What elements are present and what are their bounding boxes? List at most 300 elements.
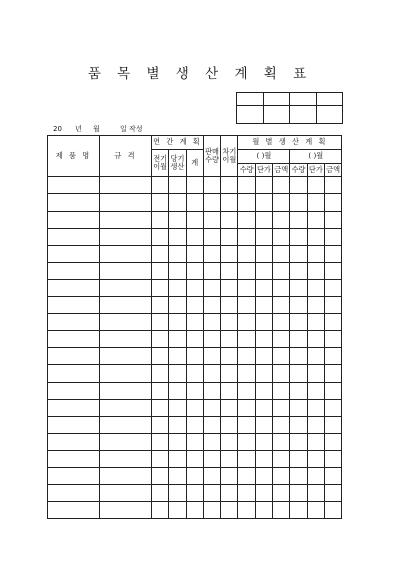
table-cell[interactable] xyxy=(255,211,272,228)
table-cell[interactable] xyxy=(255,314,272,331)
table-cell[interactable] xyxy=(100,485,152,502)
table-cell[interactable] xyxy=(169,279,186,296)
table-cell[interactable] xyxy=(100,467,152,484)
table-cell[interactable] xyxy=(238,211,255,228)
table-cell[interactable] xyxy=(203,502,220,519)
table-cell[interactable] xyxy=(100,262,152,279)
table-cell[interactable] xyxy=(238,177,255,194)
header-product-name: 제 품 명 xyxy=(48,136,100,177)
table-cell[interactable] xyxy=(100,279,152,296)
table-cell[interactable] xyxy=(307,245,324,262)
table-cell[interactable] xyxy=(48,228,100,245)
table-cell[interactable] xyxy=(324,485,341,502)
table-cell[interactable] xyxy=(152,502,169,519)
table-cell[interactable] xyxy=(152,297,169,314)
table-cell[interactable] xyxy=(290,314,307,331)
table-cell[interactable] xyxy=(203,485,220,502)
table-cell[interactable] xyxy=(324,177,341,194)
table-cell[interactable] xyxy=(307,177,324,194)
table-cell[interactable] xyxy=(48,485,100,502)
table-cell[interactable] xyxy=(238,245,255,262)
table-row xyxy=(48,348,342,365)
approval-sign-cell[interactable] xyxy=(237,106,264,124)
table-cell[interactable] xyxy=(273,348,290,365)
table-cell[interactable] xyxy=(273,279,290,296)
table-cell[interactable] xyxy=(186,314,203,331)
table-cell[interactable] xyxy=(324,365,341,382)
table-cell[interactable] xyxy=(307,228,324,245)
table-cell[interactable] xyxy=(203,365,220,382)
table-cell[interactable] xyxy=(186,433,203,450)
table-cell[interactable] xyxy=(273,228,290,245)
table-cell[interactable] xyxy=(324,331,341,348)
table-cell[interactable] xyxy=(48,245,100,262)
header-amount: 금액 xyxy=(324,163,341,177)
table-cell[interactable] xyxy=(221,450,238,467)
date-line xyxy=(53,124,143,134)
table-cell[interactable] xyxy=(169,228,186,245)
table-cell[interactable] xyxy=(221,314,238,331)
table-cell[interactable] xyxy=(100,314,152,331)
table-row xyxy=(48,228,342,245)
table-cell[interactable] xyxy=(307,485,324,502)
table-cell[interactable] xyxy=(238,416,255,433)
table-cell[interactable] xyxy=(290,416,307,433)
table-cell[interactable] xyxy=(255,297,272,314)
table-cell[interactable] xyxy=(203,433,220,450)
table-cell[interactable] xyxy=(152,399,169,416)
table-cell[interactable] xyxy=(273,450,290,467)
table-cell[interactable] xyxy=(324,348,341,365)
table-cell[interactable] xyxy=(273,245,290,262)
table-cell[interactable] xyxy=(307,279,324,296)
table-cell[interactable] xyxy=(290,262,307,279)
table-cell[interactable] xyxy=(152,177,169,194)
table-cell[interactable] xyxy=(221,348,238,365)
table-cell[interactable] xyxy=(273,467,290,484)
table-cell[interactable] xyxy=(221,245,238,262)
table-cell[interactable] xyxy=(273,177,290,194)
table-cell[interactable] xyxy=(169,416,186,433)
table-cell[interactable] xyxy=(100,365,152,382)
table-cell[interactable] xyxy=(290,485,307,502)
table-cell[interactable] xyxy=(100,399,152,416)
date-day-label: 일 작성 xyxy=(120,125,143,133)
table-cell[interactable] xyxy=(48,399,100,416)
table-cell[interactable] xyxy=(255,399,272,416)
table-cell[interactable] xyxy=(48,279,100,296)
approval-cell[interactable] xyxy=(237,93,264,106)
table-cell[interactable] xyxy=(238,485,255,502)
table-row xyxy=(48,279,342,296)
table-cell[interactable] xyxy=(100,297,152,314)
table-cell[interactable] xyxy=(290,365,307,382)
table-cell[interactable] xyxy=(152,262,169,279)
table-cell[interactable] xyxy=(221,194,238,211)
table-row xyxy=(48,502,342,519)
table-cell[interactable] xyxy=(273,399,290,416)
approval-cell[interactable] xyxy=(290,93,317,106)
table-cell[interactable] xyxy=(48,382,100,399)
table-cell[interactable] xyxy=(152,348,169,365)
header-annual-plan: 연 간 계 획 xyxy=(152,136,204,150)
table-cell[interactable] xyxy=(255,485,272,502)
table-cell[interactable] xyxy=(152,228,169,245)
table-cell[interactable] xyxy=(324,450,341,467)
table-cell[interactable] xyxy=(186,331,203,348)
table-cell[interactable] xyxy=(324,467,341,484)
table-cell[interactable] xyxy=(238,194,255,211)
table-cell[interactable] xyxy=(169,211,186,228)
table-cell[interactable] xyxy=(273,502,290,519)
table-cell[interactable] xyxy=(169,262,186,279)
table-cell[interactable] xyxy=(307,416,324,433)
table-cell[interactable] xyxy=(290,399,307,416)
table-cell[interactable] xyxy=(169,365,186,382)
table-cell[interactable] xyxy=(221,467,238,484)
table-cell[interactable] xyxy=(152,211,169,228)
table-cell[interactable] xyxy=(203,416,220,433)
table-cell[interactable] xyxy=(186,262,203,279)
table-cell[interactable] xyxy=(186,399,203,416)
table-cell[interactable] xyxy=(290,245,307,262)
table-cell[interactable] xyxy=(186,485,203,502)
table-cell[interactable] xyxy=(203,348,220,365)
table-cell[interactable] xyxy=(186,416,203,433)
table-cell[interactable] xyxy=(186,450,203,467)
header-sales-qty: 판매 수량 xyxy=(203,136,220,177)
table-cell[interactable] xyxy=(152,194,169,211)
table-cell[interactable] xyxy=(290,297,307,314)
table-cell[interactable] xyxy=(255,450,272,467)
table-cell[interactable] xyxy=(307,502,324,519)
table-cell[interactable] xyxy=(203,228,220,245)
table-cell[interactable] xyxy=(48,433,100,450)
table-cell[interactable] xyxy=(48,211,100,228)
table-cell[interactable] xyxy=(152,433,169,450)
table-cell[interactable] xyxy=(290,450,307,467)
table-cell[interactable] xyxy=(100,245,152,262)
table-cell[interactable] xyxy=(100,382,152,399)
approval-sign-cell[interactable] xyxy=(316,106,343,124)
table-cell[interactable] xyxy=(203,194,220,211)
table-cell[interactable] xyxy=(48,262,100,279)
header-unit-price: 단가 xyxy=(255,163,272,177)
table-cell[interactable] xyxy=(290,194,307,211)
table-cell[interactable] xyxy=(255,245,272,262)
table-cell[interactable] xyxy=(255,467,272,484)
table-cell[interactable] xyxy=(203,467,220,484)
table-cell[interactable] xyxy=(169,194,186,211)
table-cell[interactable] xyxy=(203,399,220,416)
table-cell[interactable] xyxy=(238,450,255,467)
approval-cell[interactable] xyxy=(263,93,290,106)
table-cell[interactable] xyxy=(255,228,272,245)
table-cell[interactable] xyxy=(255,262,272,279)
table-cell[interactable] xyxy=(48,331,100,348)
table-cell[interactable] xyxy=(307,365,324,382)
table-cell[interactable] xyxy=(221,262,238,279)
table-cell[interactable] xyxy=(273,382,290,399)
table-cell[interactable] xyxy=(324,211,341,228)
table-cell[interactable] xyxy=(169,331,186,348)
table-cell[interactable] xyxy=(273,262,290,279)
header-next-carryover: 차기 이월 xyxy=(221,136,238,177)
table-cell[interactable] xyxy=(152,485,169,502)
table-cell[interactable] xyxy=(203,245,220,262)
table-cell[interactable] xyxy=(203,177,220,194)
table-cell[interactable] xyxy=(255,365,272,382)
table-cell[interactable] xyxy=(169,245,186,262)
table-cell[interactable] xyxy=(186,245,203,262)
table-cell[interactable] xyxy=(203,211,220,228)
table-cell[interactable] xyxy=(221,485,238,502)
table-cell[interactable] xyxy=(48,467,100,484)
table-cell[interactable] xyxy=(100,416,152,433)
table-cell[interactable] xyxy=(203,382,220,399)
table-cell[interactable] xyxy=(169,502,186,519)
table-cell[interactable] xyxy=(169,399,186,416)
table-cell[interactable] xyxy=(324,194,341,211)
table-cell[interactable] xyxy=(169,467,186,484)
table-cell[interactable] xyxy=(221,177,238,194)
table-cell[interactable] xyxy=(100,194,152,211)
table-cell[interactable] xyxy=(290,211,307,228)
table-cell[interactable] xyxy=(100,331,152,348)
table-cell[interactable] xyxy=(186,365,203,382)
table-cell[interactable] xyxy=(307,262,324,279)
table-cell[interactable] xyxy=(307,314,324,331)
table-cell[interactable] xyxy=(203,331,220,348)
table-cell[interactable] xyxy=(48,348,100,365)
table-cell[interactable] xyxy=(255,331,272,348)
table-cell[interactable] xyxy=(290,502,307,519)
table-cell[interactable] xyxy=(100,211,152,228)
table-cell[interactable] xyxy=(186,211,203,228)
table-cell[interactable] xyxy=(324,314,341,331)
table-cell[interactable] xyxy=(48,450,100,467)
table-cell[interactable] xyxy=(169,450,186,467)
table-cell[interactable] xyxy=(100,228,152,245)
header-month-b: ( )월 xyxy=(290,149,342,163)
table-cell[interactable] xyxy=(307,297,324,314)
table-row xyxy=(48,365,342,382)
table-cell[interactable] xyxy=(307,433,324,450)
table-cell[interactable] xyxy=(238,399,255,416)
table-cell[interactable] xyxy=(238,262,255,279)
table-row xyxy=(48,314,342,331)
table-cell[interactable] xyxy=(255,433,272,450)
table-cell[interactable] xyxy=(48,177,100,194)
table-cell[interactable] xyxy=(152,279,169,296)
table-cell[interactable] xyxy=(273,433,290,450)
table-cell[interactable] xyxy=(238,382,255,399)
table-cell[interactable] xyxy=(152,382,169,399)
table-cell[interactable] xyxy=(186,279,203,296)
table-cell[interactable] xyxy=(221,399,238,416)
table-cell[interactable] xyxy=(48,365,100,382)
table-cell[interactable] xyxy=(273,331,290,348)
approval-sign-cell[interactable] xyxy=(290,106,317,124)
table-cell[interactable] xyxy=(273,485,290,502)
table-cell[interactable] xyxy=(186,348,203,365)
table-row xyxy=(48,485,342,502)
table-cell[interactable] xyxy=(324,245,341,262)
table-cell[interactable] xyxy=(221,416,238,433)
table-cell[interactable] xyxy=(307,467,324,484)
table-cell[interactable] xyxy=(221,331,238,348)
header-month-a: ( )월 xyxy=(238,149,290,163)
table-cell[interactable] xyxy=(324,502,341,519)
table-cell[interactable] xyxy=(221,211,238,228)
table-cell[interactable] xyxy=(203,262,220,279)
table-cell[interactable] xyxy=(169,297,186,314)
table-cell[interactable] xyxy=(255,194,272,211)
table-cell[interactable] xyxy=(186,177,203,194)
table-cell[interactable] xyxy=(273,211,290,228)
table-cell[interactable] xyxy=(186,228,203,245)
table-cell[interactable] xyxy=(290,279,307,296)
table-cell[interactable] xyxy=(238,297,255,314)
table-cell[interactable] xyxy=(238,467,255,484)
table-cell[interactable] xyxy=(273,297,290,314)
table-cell[interactable] xyxy=(203,314,220,331)
table-cell[interactable] xyxy=(48,502,100,519)
table-cell[interactable] xyxy=(255,348,272,365)
table-cell[interactable] xyxy=(238,502,255,519)
table-row xyxy=(48,331,342,348)
date-year-label: 년 xyxy=(75,125,82,133)
approval-sign-cell[interactable] xyxy=(263,106,290,124)
table-cell[interactable] xyxy=(186,194,203,211)
table-cell[interactable] xyxy=(186,297,203,314)
table-row xyxy=(48,416,342,433)
table-cell[interactable] xyxy=(48,297,100,314)
table-cell[interactable] xyxy=(324,297,341,314)
table-cell[interactable] xyxy=(169,433,186,450)
table-cell[interactable] xyxy=(290,467,307,484)
table-cell[interactable] xyxy=(203,297,220,314)
table-cell[interactable] xyxy=(169,314,186,331)
table-cell[interactable] xyxy=(152,416,169,433)
table-cell[interactable] xyxy=(100,433,152,450)
table-cell[interactable] xyxy=(48,416,100,433)
table-cell[interactable] xyxy=(324,399,341,416)
header-current-production: 당기 생산 xyxy=(169,149,186,177)
table-cell[interactable] xyxy=(290,331,307,348)
table-cell[interactable] xyxy=(290,433,307,450)
table-cell[interactable] xyxy=(273,194,290,211)
table-cell[interactable] xyxy=(203,279,220,296)
table-row xyxy=(48,399,342,416)
table-cell[interactable] xyxy=(152,450,169,467)
table-cell[interactable] xyxy=(238,331,255,348)
table-cell[interactable] xyxy=(203,450,220,467)
production-plan-table xyxy=(47,135,342,519)
table-cell[interactable] xyxy=(290,177,307,194)
table-cell[interactable] xyxy=(324,228,341,245)
table-cell[interactable] xyxy=(255,382,272,399)
table-body xyxy=(48,177,342,519)
table-cell[interactable] xyxy=(100,450,152,467)
table-cell[interactable] xyxy=(169,485,186,502)
table-cell[interactable] xyxy=(255,502,272,519)
approval-cell[interactable] xyxy=(316,93,343,106)
table-cell[interactable] xyxy=(238,348,255,365)
table-cell[interactable] xyxy=(324,433,341,450)
table-cell[interactable] xyxy=(290,228,307,245)
table-cell[interactable] xyxy=(152,314,169,331)
table-cell[interactable] xyxy=(255,416,272,433)
table-cell[interactable] xyxy=(324,382,341,399)
table-cell[interactable] xyxy=(100,502,152,519)
table-cell[interactable] xyxy=(238,279,255,296)
table-cell[interactable] xyxy=(238,314,255,331)
table-cell[interactable] xyxy=(169,382,186,399)
table-cell[interactable] xyxy=(238,228,255,245)
table-cell[interactable] xyxy=(221,433,238,450)
table-cell[interactable] xyxy=(221,279,238,296)
table-cell[interactable] xyxy=(221,297,238,314)
table-cell[interactable] xyxy=(324,279,341,296)
header-prev-carryover: 전기 이월 xyxy=(152,149,169,177)
table-cell[interactable] xyxy=(169,177,186,194)
table-cell[interactable] xyxy=(307,382,324,399)
table-cell[interactable] xyxy=(100,348,152,365)
table-cell[interactable] xyxy=(273,365,290,382)
table-cell[interactable] xyxy=(48,194,100,211)
table-cell[interactable] xyxy=(48,314,100,331)
table-cell[interactable] xyxy=(221,502,238,519)
table-cell[interactable] xyxy=(221,365,238,382)
table-row xyxy=(48,467,342,484)
table-cell[interactable] xyxy=(152,467,169,484)
table-cell[interactable] xyxy=(186,382,203,399)
table-cell[interactable] xyxy=(186,502,203,519)
table-cell[interactable] xyxy=(152,365,169,382)
table-row xyxy=(48,177,342,194)
table-cell[interactable] xyxy=(307,211,324,228)
table-cell[interactable] xyxy=(324,416,341,433)
table-cell[interactable] xyxy=(221,382,238,399)
table-row xyxy=(48,245,342,262)
table-cell[interactable] xyxy=(186,467,203,484)
table-cell[interactable] xyxy=(307,450,324,467)
header-spec: 규 격 xyxy=(100,136,152,177)
table-cell[interactable] xyxy=(255,177,272,194)
table-cell[interactable] xyxy=(307,348,324,365)
table-cell[interactable] xyxy=(238,433,255,450)
table-cell[interactable] xyxy=(307,331,324,348)
table-cell[interactable] xyxy=(238,365,255,382)
table-cell[interactable] xyxy=(100,177,152,194)
table-cell[interactable] xyxy=(290,382,307,399)
table-cell[interactable] xyxy=(290,348,307,365)
table-cell[interactable] xyxy=(169,348,186,365)
table-cell[interactable] xyxy=(307,399,324,416)
table-cell[interactable] xyxy=(152,331,169,348)
table-cell[interactable] xyxy=(255,279,272,296)
table-cell[interactable] xyxy=(221,228,238,245)
table-cell[interactable] xyxy=(324,262,341,279)
table-cell[interactable] xyxy=(152,245,169,262)
table-cell[interactable] xyxy=(273,314,290,331)
table-row xyxy=(48,262,342,279)
table-cell[interactable] xyxy=(273,416,290,433)
table-cell[interactable] xyxy=(307,194,324,211)
header-qty: 수량 xyxy=(238,163,255,177)
table-row xyxy=(48,382,342,399)
